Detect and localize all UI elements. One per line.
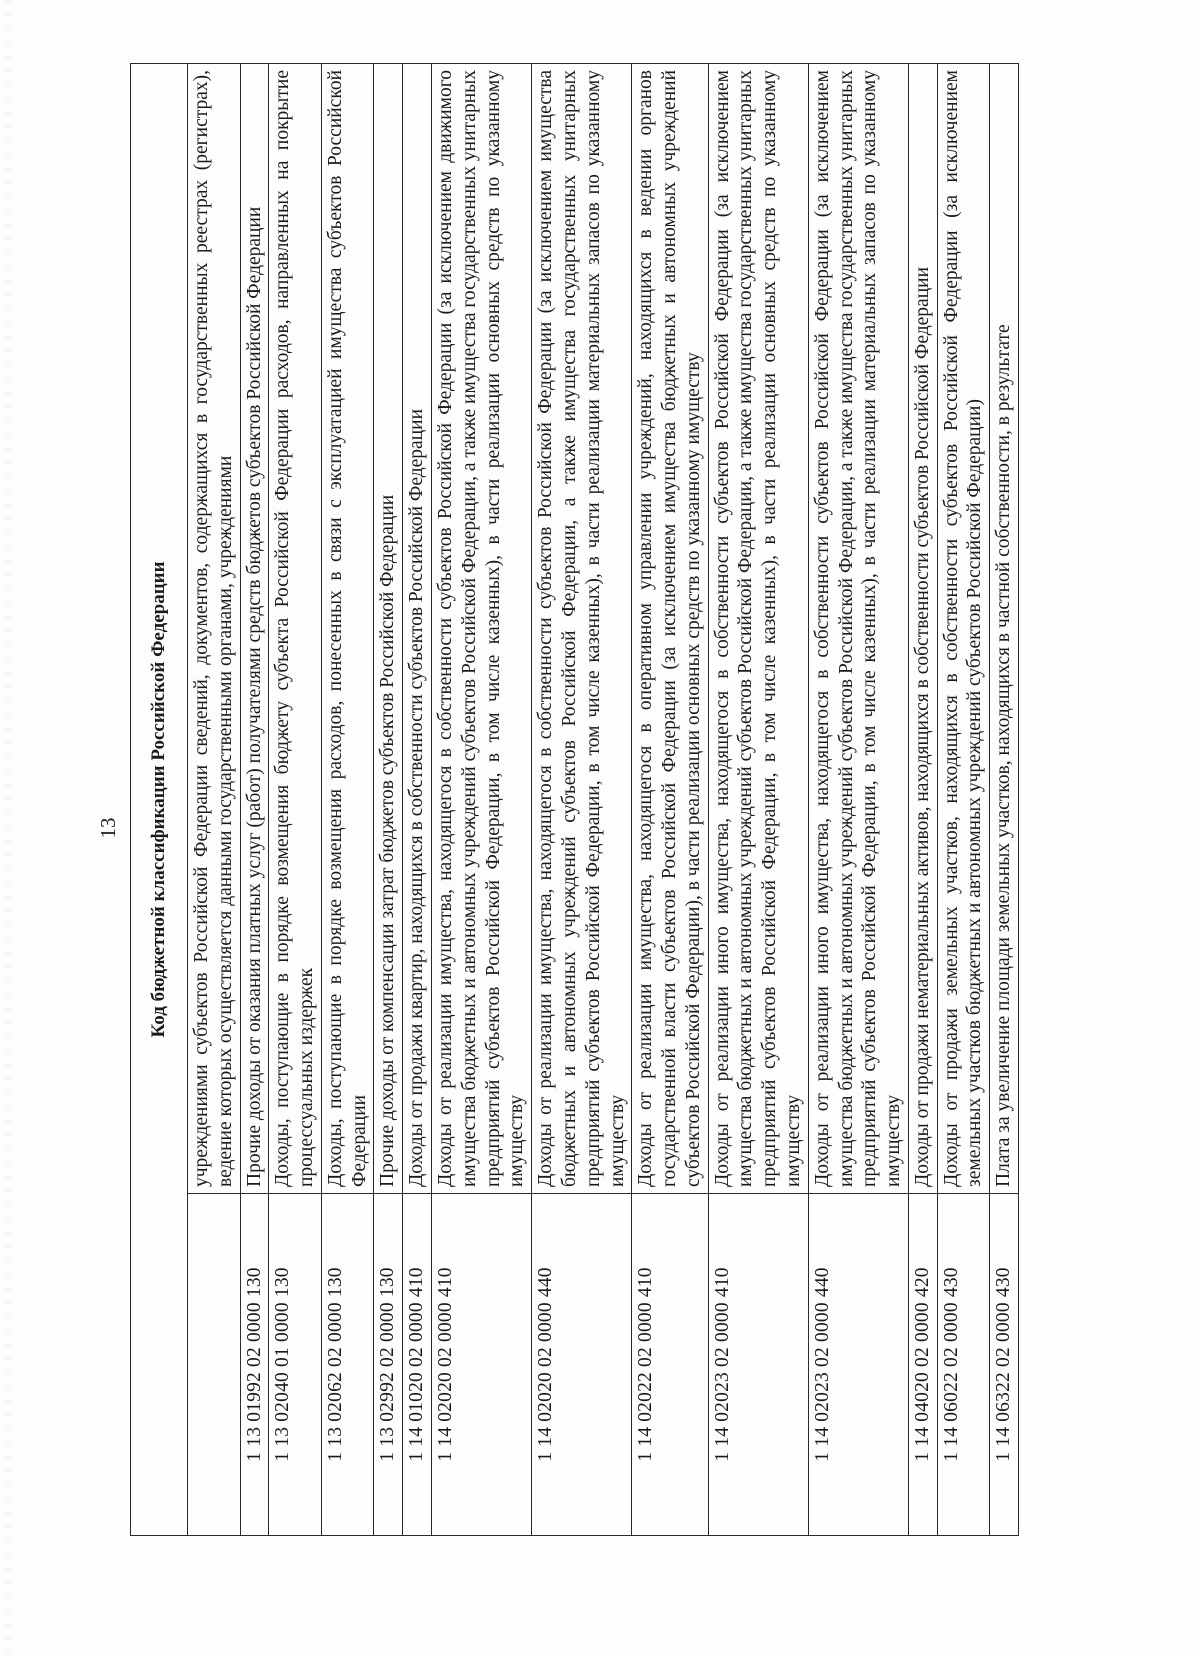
budget-code-cell: 1 14 06322 02 0000 430 — [990, 1194, 1019, 1536]
income-description-cell: Прочие доходы от оказания платных услуг (работ) получателями средств бюджетов субъектов Российской Федерации — [240, 63, 269, 1193]
table-row — [990, 63, 1019, 1535]
table-row — [321, 63, 374, 1535]
income-description-cell: Доходы, поступающие в порядке возмещения бюджету субъекта Российской Федерации расходов, направленных на покрытие процессуальных издержек — [269, 63, 322, 1193]
table-header-row — [131, 63, 188, 1535]
income-description-cell: Доходы от продажи земельных участков, находящихся в собственности субъектов Российской Федерации (за исключением земельных участков бюджетных и автономных учреждений субъектов Российской Федерации) — [937, 63, 990, 1193]
table-row — [532, 63, 632, 1535]
budget-code-cell: 1 13 01992 02 0000 130 — [240, 1194, 269, 1536]
table-row — [240, 63, 269, 1535]
budget-code-cell: 1 14 02022 02 0000 410 — [632, 1194, 708, 1536]
table-row — [908, 63, 937, 1535]
income-description-cell: Доходы от реализации иного имущества, находящегося в собственности субъектов Российской Федерации (за исключением имущества бюджетных и автономных учреждений субъектов Российской Федерации, а также имущества государственных унитарных предприятий субъектов Российской Федерации, в том числе казенных), в части реализации материальных запасов по указанному имуществу — [808, 63, 908, 1193]
income-description-cell: Доходы, поступающие в порядке возмещения расходов, понесенных в связи с эксплуатацией имущества субъектов Российской Федерации — [321, 63, 374, 1193]
budget-code-cell: 1 13 02040 01 0000 130 — [269, 1194, 322, 1536]
income-description-cell: учреждениями субъектов Российской Федерации сведений, документов, содержащихся в государственных реестрах (регистрах), ведение которых осуществляется данными государственными органами, учреждениями — [188, 63, 241, 1193]
budget-code-cell: 1 14 06022 02 0000 430 — [937, 1194, 990, 1536]
budget-code-cell: 1 13 02062 02 0000 130 — [321, 1194, 374, 1536]
budget-code-cell: 1 14 02020 02 0000 440 — [532, 1194, 632, 1536]
budget-code-cell: 1 14 02023 02 0000 410 — [708, 1194, 808, 1536]
budget-code-cell: 1 14 02020 02 0000 410 — [432, 1194, 532, 1536]
table-row — [708, 63, 808, 1535]
income-description-cell: Доходы от продажи нематериальных активов, находящихся в собственности субъектов Российской Федерации — [908, 63, 937, 1193]
income-description-cell: Доходы от реализации имущества, находящегося в оперативном управлении учреждений, находящихся в ведении органов государственной власти субъектов Российской Федерации (за исключением имущества бюджетных и автономных учреждений субъектов Российской Федерации), в части реализации основных средств по указанному имуществу — [632, 63, 708, 1193]
budget-code-cell — [188, 1194, 241, 1536]
income-description-cell: Доходы от реализации имущества, находящегося в собственности субъектов Российской Федерации (за исключением имущества бюджетных и автономных учреждений субъектов Российской Федерации, а также имущества государственных унитарных предприятий субъектов Российской Федерации, в том числе казенных), в части реализации материальных запасов по указанному имуществу — [532, 63, 632, 1193]
budget-code-cell: 1 14 02023 02 0000 440 — [808, 1194, 908, 1536]
table-header: Код бюджетной классификации Российской Федерации — [131, 63, 188, 1535]
table-row — [808, 63, 908, 1535]
table-row — [374, 63, 403, 1535]
table-row — [632, 63, 708, 1535]
budget-code-cell: 1 13 02992 02 0000 130 — [374, 1194, 403, 1536]
budget-code-cell: 1 14 04020 02 0000 420 — [908, 1194, 937, 1536]
page-number: 13 — [96, 817, 120, 839]
income-description-cell: Доходы от реализации имущества, находящегося в собственности субъектов Российской Федерации (за исключением движимого имущества бюджетных и автономных учреждений субъектов Российской Федерации, а также имущества государственных унитарных предприятий субъектов Российской Федерации, в том числе казенных), в части реализации основных средств по указанному имуществу — [432, 63, 532, 1193]
table-row — [188, 63, 241, 1535]
table-row — [269, 63, 322, 1535]
table-row — [937, 63, 990, 1535]
table-body — [188, 63, 1019, 1535]
income-description-cell: Доходы от продажи квартир, находящихся в собственности субъектов Российской Федерации — [403, 63, 432, 1193]
table-row — [432, 63, 532, 1535]
income-description-cell: Прочие доходы от компенсации затрат бюджетов субъектов Российской Федерации — [374, 63, 403, 1193]
budget-classification-table — [130, 63, 1019, 1536]
table-row — [403, 63, 432, 1535]
budget-code-cell: 1 14 01020 02 0000 410 — [403, 1194, 432, 1536]
income-description-cell: Доходы от реализации иного имущества, находящегося в собственности субъектов Российской Федерации (за исключением имущества бюджетных и автономных учреждений субъектов Российской Федерации, а также имущества государственных унитарных предприятий субъектов Российской Федерации, в том числе казенных), в части реализации основных средств по указанному имуществу — [708, 63, 808, 1193]
income-description-cell: Плата за увеличение площади земельных участков, находящихся в частной собственности, в результате — [990, 63, 1019, 1193]
